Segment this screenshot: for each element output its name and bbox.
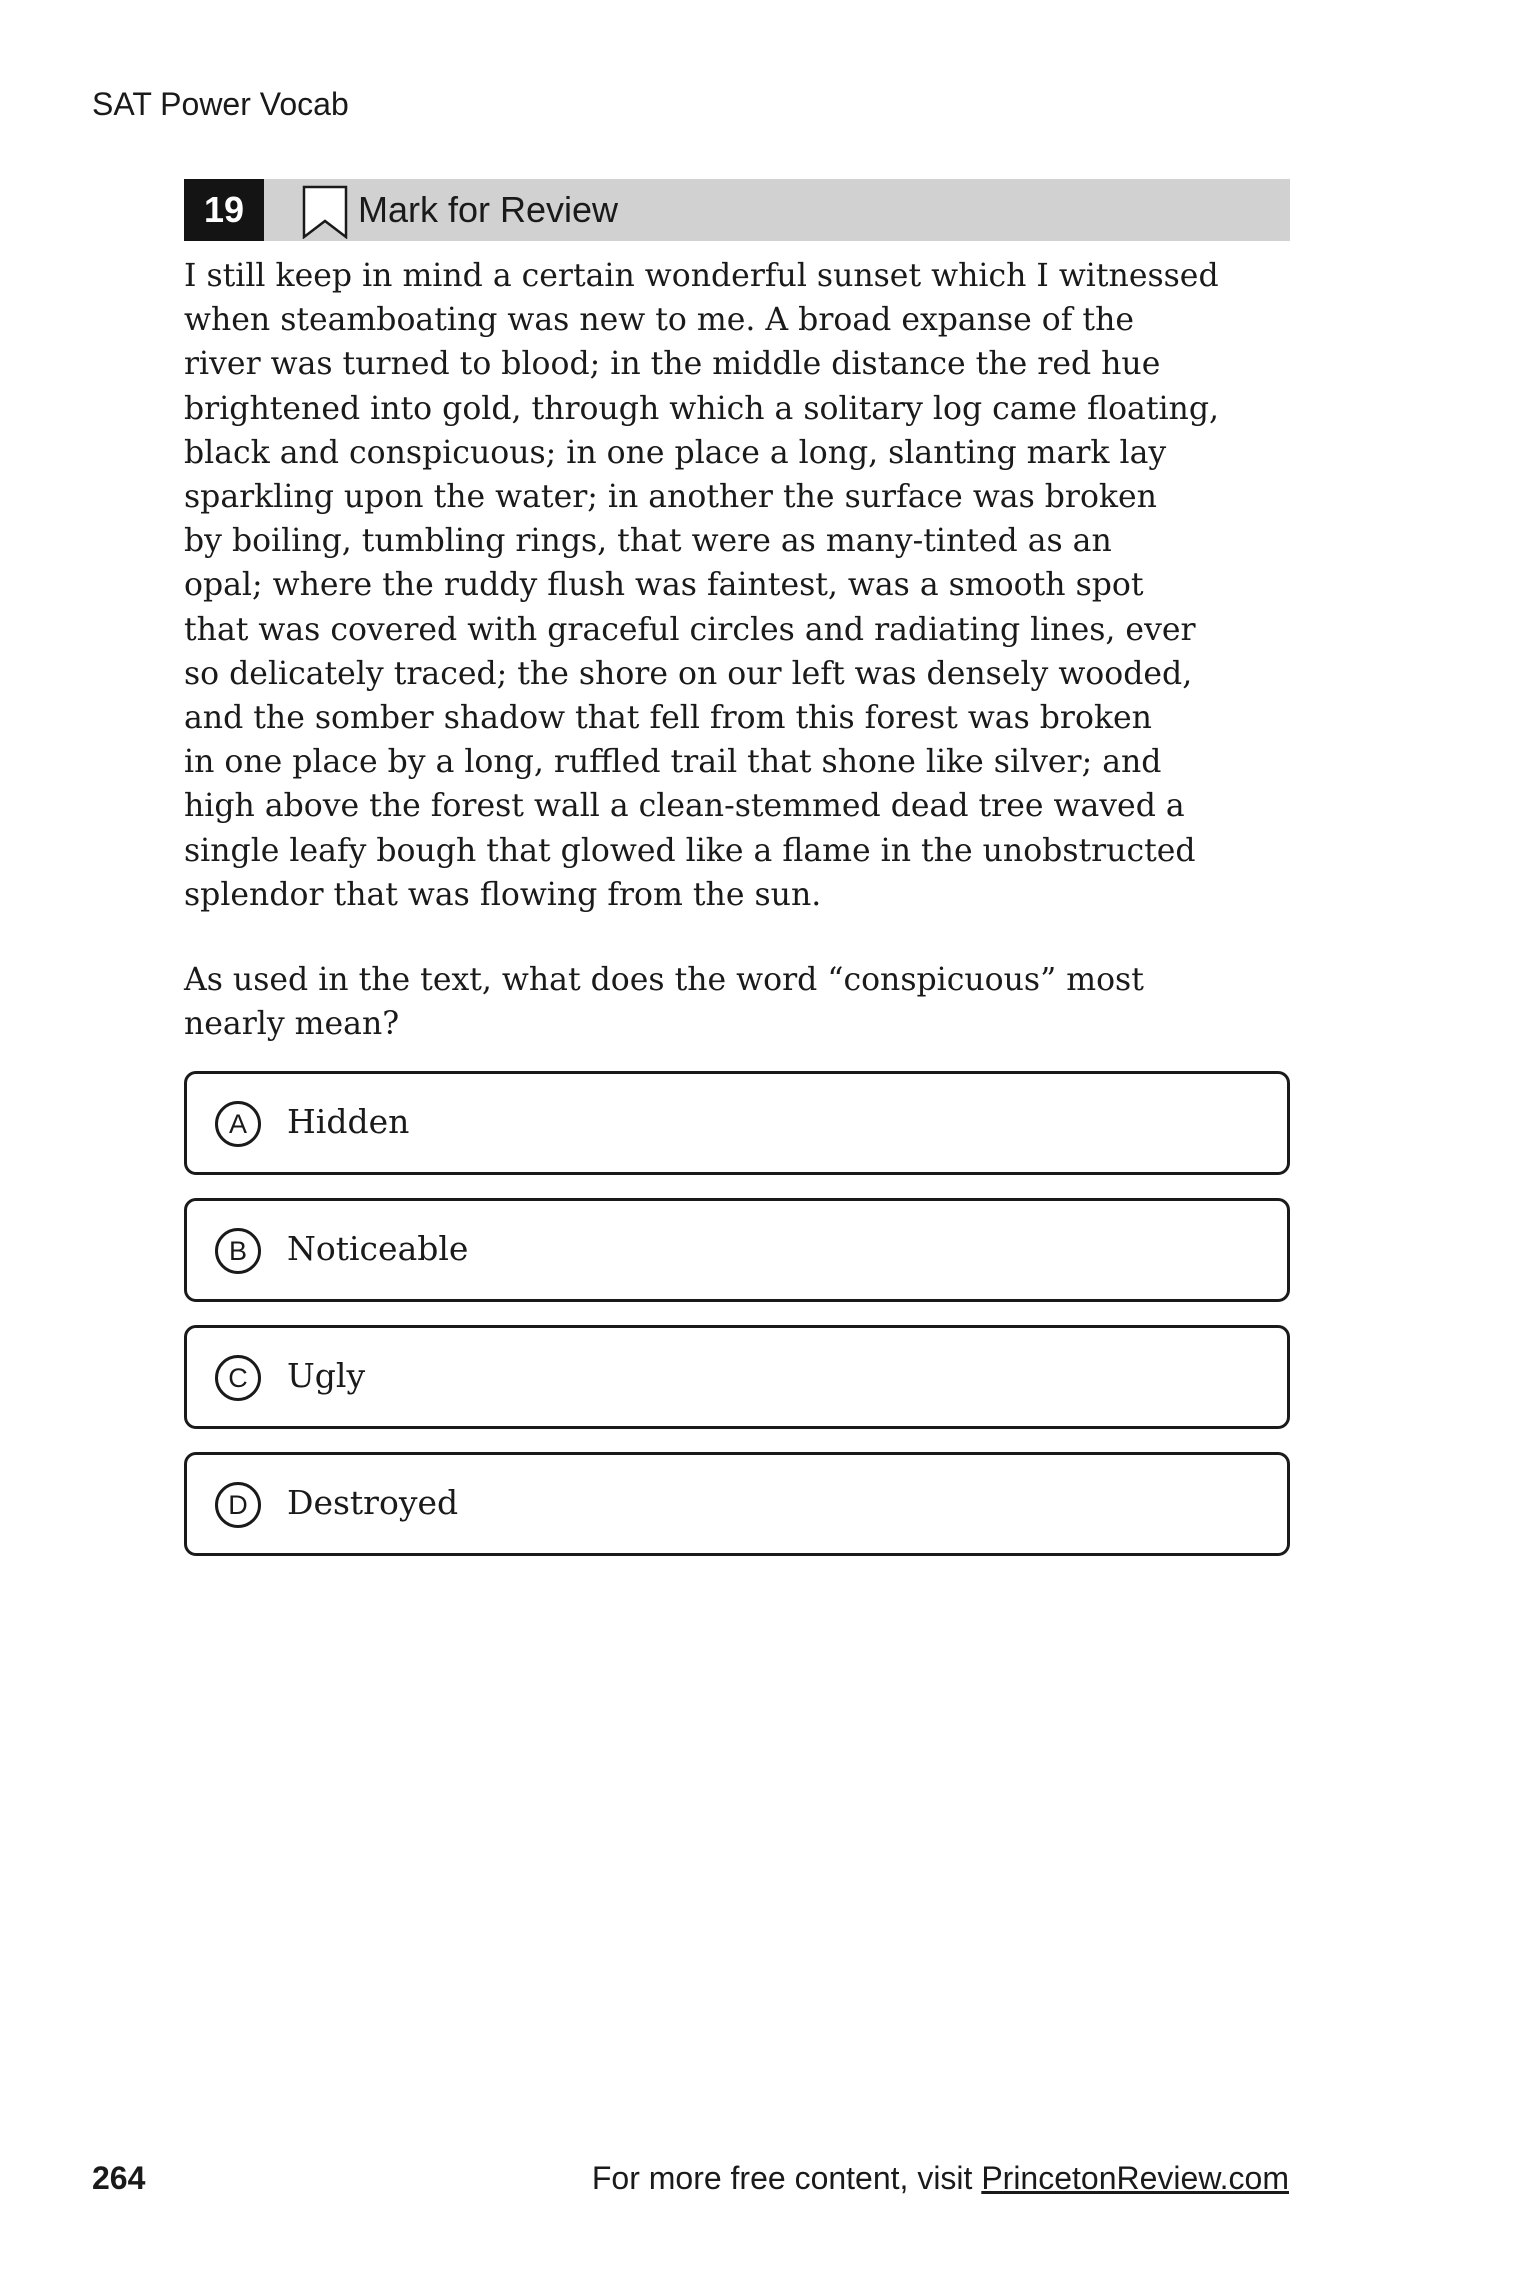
passage-line: and the somber shadow that fell from this forest was broken bbox=[184, 700, 1152, 737]
question-number: 19 bbox=[184, 179, 264, 241]
option-text: Destroyed bbox=[287, 1483, 459, 1522]
mark-for-review-button[interactable]: Mark for Review bbox=[358, 189, 619, 230]
passage-line: brightened into gold, through which a solitary log came floating, bbox=[184, 390, 1220, 427]
passage-line: sparkling upon the water; in another the surface was broken bbox=[184, 479, 1157, 516]
passage-line: by boiling, tumbling rings, that were as many-tinted as an bbox=[184, 523, 1112, 560]
question-header-bar bbox=[184, 179, 1290, 241]
option-text: Ugly bbox=[287, 1356, 366, 1395]
passage-line: river was turned to blood; in the middle distance the red hue bbox=[184, 346, 1161, 383]
option-letter-d: D bbox=[215, 1482, 261, 1528]
option-letter-c: C bbox=[215, 1355, 261, 1401]
footer-note bbox=[592, 2160, 1289, 2197]
passage-line: single leafy bough that glowed like a flame in the unobstructed bbox=[184, 832, 1196, 869]
passage bbox=[184, 254, 1304, 917]
question-line: nearly mean? bbox=[184, 1006, 400, 1043]
passage-line: when steamboating was new to me. A broad expanse of the bbox=[184, 302, 1134, 339]
answer-option-c[interactable] bbox=[184, 1325, 1290, 1429]
passage-line: black and conspicuous; in one place a long, slanting mark lay bbox=[184, 434, 1167, 471]
passage-line: I still keep in mind a certain wonderful sunset which I witnessed bbox=[184, 258, 1219, 294]
passage-line: so delicately traced; the shore on our left was densely wooded, bbox=[184, 655, 1193, 692]
princeton-review-link[interactable]: PrincetonReview.com bbox=[981, 2160, 1289, 2196]
passage-line: opal; where the ruddy flush was faintest, was a smooth spot bbox=[184, 567, 1144, 604]
answer-option-b[interactable] bbox=[184, 1198, 1290, 1302]
option-letter-a: A bbox=[215, 1101, 261, 1147]
answer-option-a[interactable] bbox=[184, 1071, 1290, 1175]
question-line: As used in the text, what does the word “conspicuous” most bbox=[184, 962, 1144, 998]
passage-line: in one place by a long, ruffled trail that shone like silver; and bbox=[184, 744, 1162, 781]
passage-line: high above the forest wall a clean-stemmed dead tree waved a bbox=[184, 788, 1185, 825]
running-head: SAT Power Vocab bbox=[92, 86, 349, 122]
page-number: 264 bbox=[92, 2160, 146, 2196]
option-text: Hidden bbox=[287, 1102, 410, 1141]
footer-text: For more free content, visit bbox=[591, 2160, 982, 2196]
passage-line: that was covered with graceful circles and radiating lines, ever bbox=[184, 611, 1196, 648]
passage-line: splendor that was flowing from the sun. bbox=[184, 876, 822, 913]
answer-option-d[interactable] bbox=[184, 1452, 1290, 1556]
question-prompt bbox=[184, 958, 1144, 1046]
option-letter-b: B bbox=[215, 1228, 261, 1274]
bookmark-icon[interactable] bbox=[302, 185, 348, 239]
option-text: Noticeable bbox=[287, 1229, 469, 1268]
